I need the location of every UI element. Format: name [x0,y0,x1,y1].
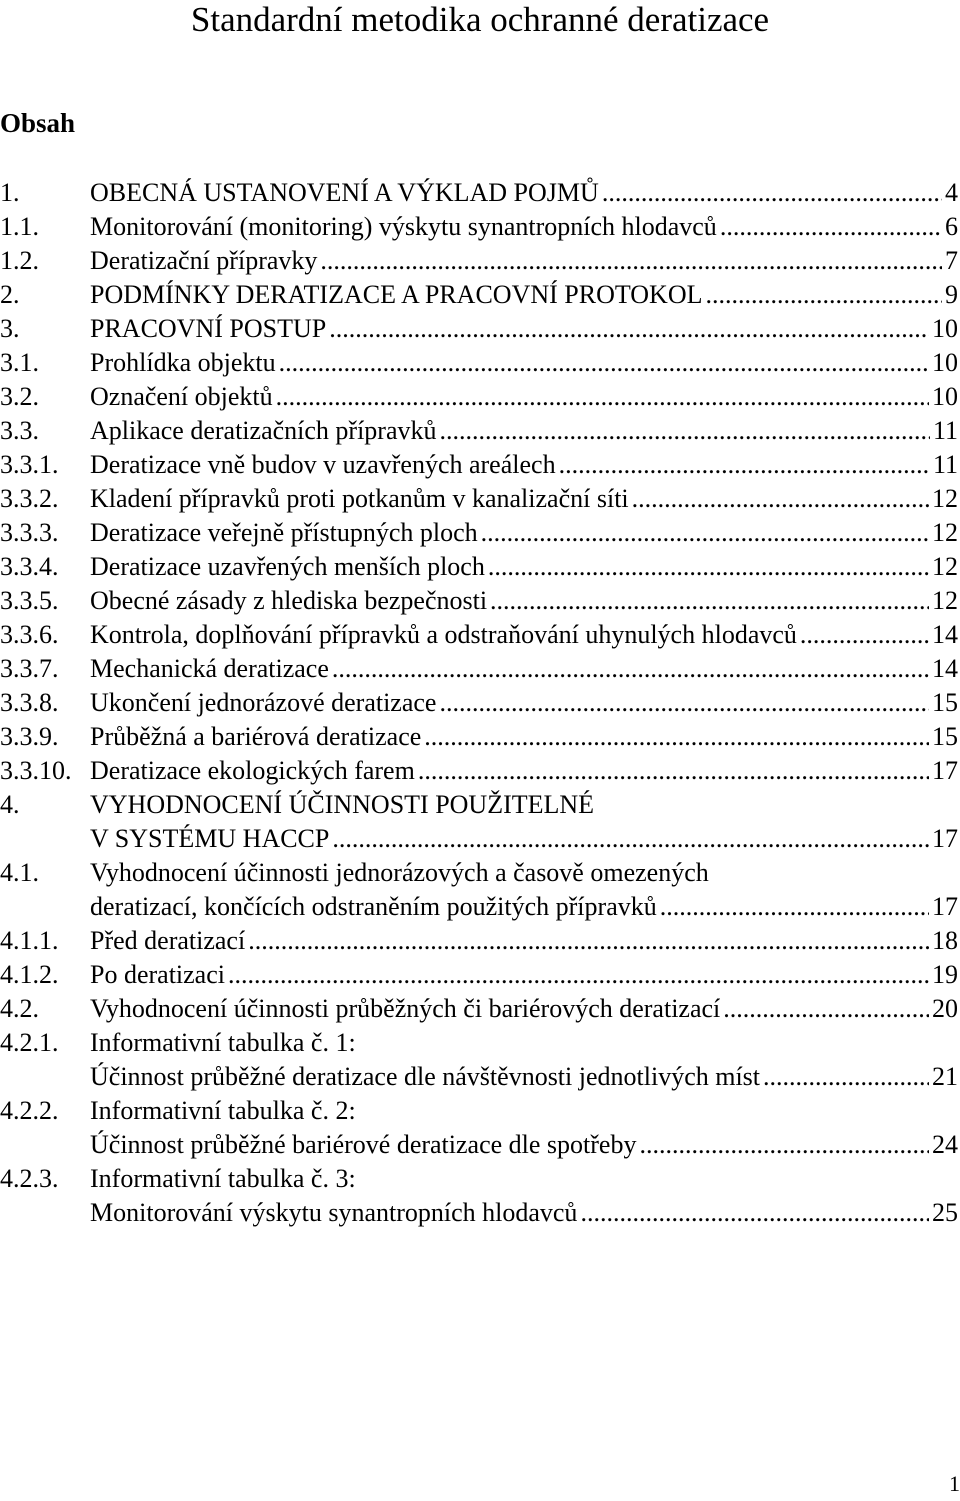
toc-entry-title: Vyhodnocení účinnosti průběžných či bariérových deratizací [90,994,721,1023]
toc-entry-number: 3.2. [0,382,39,411]
toc-entry-title: Označení objektů [90,382,273,411]
toc-entry-page: 17 [932,824,958,853]
toc-entry-page: 18 [932,926,958,955]
toc-entry-title: Informativní tabulka č. 3: [90,1164,356,1193]
toc-entry-title: Deratizace vně budov v uzavřených areálech [90,450,556,479]
toc-entry-page: 12 [932,586,958,615]
toc-entry-number: 1. [0,178,20,207]
dot-leader [439,686,929,720]
toc-entry-number: 3.3. [0,416,39,445]
toc-entry-number: 4. [0,790,20,819]
contents-heading: Obsah [0,108,76,138]
toc-entry-page: 6 [945,212,958,241]
toc-entry[interactable] [0,754,960,788]
toc-entry-title: Informativní tabulka č. 1: [90,1028,356,1057]
toc-entry[interactable] [0,448,960,482]
toc-entry[interactable] [0,924,960,958]
toc-entry-number: 4.2.3. [0,1164,59,1193]
toc-entry-title: PRACOVNÍ POSTUP [90,314,327,343]
toc-entry[interactable] [0,856,960,924]
toc-entry-page: 11 [932,450,958,479]
toc-entry[interactable] [0,618,960,652]
toc-entry[interactable] [0,414,960,448]
dot-leader [440,414,930,448]
dot-leader [481,516,929,550]
dot-leader [248,924,929,958]
dot-leader [488,550,929,584]
dot-leader [418,754,929,788]
toc-entry-page: 21 [932,1062,958,1091]
toc-entry-title: Kontrola, doplňování přípravků a odstraňování uhynulých hlodavců [90,620,797,649]
dot-leader [723,992,929,1026]
toc-entry-title: Deratizační přípravky [90,246,318,275]
toc-entry[interactable] [0,312,960,346]
toc-entry-page: 17 [932,756,958,785]
dot-leader [559,448,930,482]
toc-entry-number: 2. [0,280,20,309]
dot-leader [800,618,929,652]
toc-entry-title: Kladení přípravků proti potkanům v kanalizační síti [90,484,629,513]
toc-entry-title: PODMÍNKY DERATIZACE A PRACOVNÍ PROTOKOL [90,280,703,309]
toc-entry-number: 3.3.4. [0,552,59,581]
toc-entry[interactable] [0,720,960,754]
dot-leader [329,312,929,346]
toc-entry-page: 14 [932,654,958,683]
toc-entry-page: 15 [932,688,958,717]
dot-leader [320,244,942,278]
dot-leader [332,652,929,686]
toc-entry-number: 4.2.2. [0,1096,59,1125]
toc-entry-title: Mechanická deratizace [90,654,329,683]
toc-entry-page: 12 [932,518,958,547]
toc-entry-title: OBECNÁ USTANOVENÍ A VÝKLAD POJMŮ [90,178,599,207]
dot-leader [639,1128,929,1162]
toc-entry-title: Informativní tabulka č. 2: [90,1096,356,1125]
toc-entry-title: Monitorování výskytu synantropních hlodavců [90,1198,578,1227]
toc-entry-title: Po deratizaci [90,960,225,989]
toc-entry-page: 17 [932,892,958,921]
toc-entry[interactable] [0,516,960,550]
toc-entry-number: 3. [0,314,20,343]
toc-entry[interactable] [0,380,960,414]
toc-entry[interactable] [0,992,960,1026]
toc-entry-number: 3.3.10. [0,756,72,785]
toc-entry-title: Deratizace veřejně přístupných ploch [90,518,478,547]
toc-entry-title: Prohlídka objektu [90,348,276,377]
toc-entry-title: Ukončení jednorázové deratizace [90,688,437,717]
dot-leader [720,210,942,244]
toc-entry-title: Obecné zásady z hlediska bezpečnosti [90,586,488,615]
dot-leader [580,1196,929,1230]
toc-entry[interactable] [0,788,960,856]
dot-leader [228,958,929,992]
toc-entry-page: 7 [945,246,958,275]
toc-entry-number: 3.1. [0,348,39,377]
toc-entry-page: 10 [932,314,958,343]
toc-entry-page: 19 [932,960,958,989]
toc-entry-number: 4.2. [0,994,39,1023]
toc-entry-title: Deratizace ekologických farem [90,756,415,785]
toc-entry[interactable] [0,244,960,278]
toc-entry-title: Vyhodnocení účinnosti jednorázových a časově omezených [90,858,709,887]
toc-entry-page: 9 [945,280,958,309]
toc-entry[interactable] [0,550,960,584]
toc-entry[interactable] [0,1094,960,1162]
toc-entry-page: 14 [932,620,958,649]
toc-entry[interactable] [0,176,960,210]
toc-entry-title: Průběžná a bariérová deratizace [90,722,422,751]
toc-entry[interactable] [0,686,960,720]
toc-entry-page: 12 [932,552,958,581]
toc-entry-page: 15 [932,722,958,751]
page-number: 1 [949,1471,960,1496]
page-title: Standardní metodika ochranné deratizace [190,0,770,39]
toc-entry-page: 11 [932,416,958,445]
toc-entry-number: 3.3.6. [0,620,59,649]
toc-entry[interactable] [0,958,960,992]
toc-entry-number: 3.3.1. [0,450,59,479]
toc-entry-title: VYHODNOCENÍ ÚČINNOSTI POUŽITELNÉ [90,790,595,819]
toc-entry-number: 1.1. [0,212,39,241]
toc-entry-number: 3.3.8. [0,688,59,717]
dot-leader [276,380,929,414]
dot-leader [424,720,929,754]
table-of-contents [0,176,960,1230]
toc-entry-page: 25 [932,1198,958,1227]
toc-entry-page: 10 [932,382,958,411]
toc-entry[interactable] [0,1162,960,1230]
toc-entry-title: Monitorování (monitoring) výskytu synantropních hlodavců [90,212,717,241]
dot-leader [660,890,929,924]
toc-entry-title: Účinnost průběžné deratizace dle návštěvnosti jednotlivých míst [90,1062,761,1091]
dot-leader [490,584,929,618]
toc-entry-page: 20 [932,994,958,1023]
toc-entry-title: Deratizace uzavřených menších ploch [90,552,485,581]
toc-entry[interactable] [0,652,960,686]
toc-entry-title: deratizací, končících odstraněním použitých přípravků [90,892,657,921]
toc-entry[interactable] [0,346,960,380]
toc-entry[interactable] [0,1026,960,1094]
toc-entry[interactable] [0,210,960,244]
dot-leader [602,176,942,210]
toc-entry-page: 12 [932,484,958,513]
toc-entry-number: 4.1. [0,858,39,887]
toc-entry-number: 3.3.9. [0,722,59,751]
dot-leader [763,1060,929,1094]
toc-entry-number: 4.1.2. [0,960,59,989]
toc-entry-number: 1.2. [0,246,39,275]
dot-leader [279,346,929,380]
dot-leader [632,482,929,516]
dot-leader [332,822,929,856]
toc-entry-number: 3.3.5. [0,586,59,615]
dot-leader [706,278,943,312]
toc-entry-page: 4 [945,178,958,207]
toc-entry-page: 10 [932,348,958,377]
toc-entry[interactable] [0,278,960,312]
toc-entry-title: Před deratizací [90,926,246,955]
toc-entry-number: 3.3.3. [0,518,59,547]
toc-entry-page: 24 [932,1130,958,1159]
toc-entry-title: V SYSTÉMU HACCP [90,824,330,853]
toc-entry-title: Účinnost průběžné bariérové deratizace dle spotřeby [90,1130,637,1159]
toc-entry-number: 4.1.1. [0,926,59,955]
toc-entry-number: 4.2.1. [0,1028,59,1057]
toc-entry-title: Aplikace deratizačních přípravků [90,416,437,445]
toc-entry-number: 3.3.2. [0,484,59,513]
toc-entry[interactable] [0,482,960,516]
toc-entry-number: 3.3.7. [0,654,59,683]
toc-entry[interactable] [0,584,960,618]
